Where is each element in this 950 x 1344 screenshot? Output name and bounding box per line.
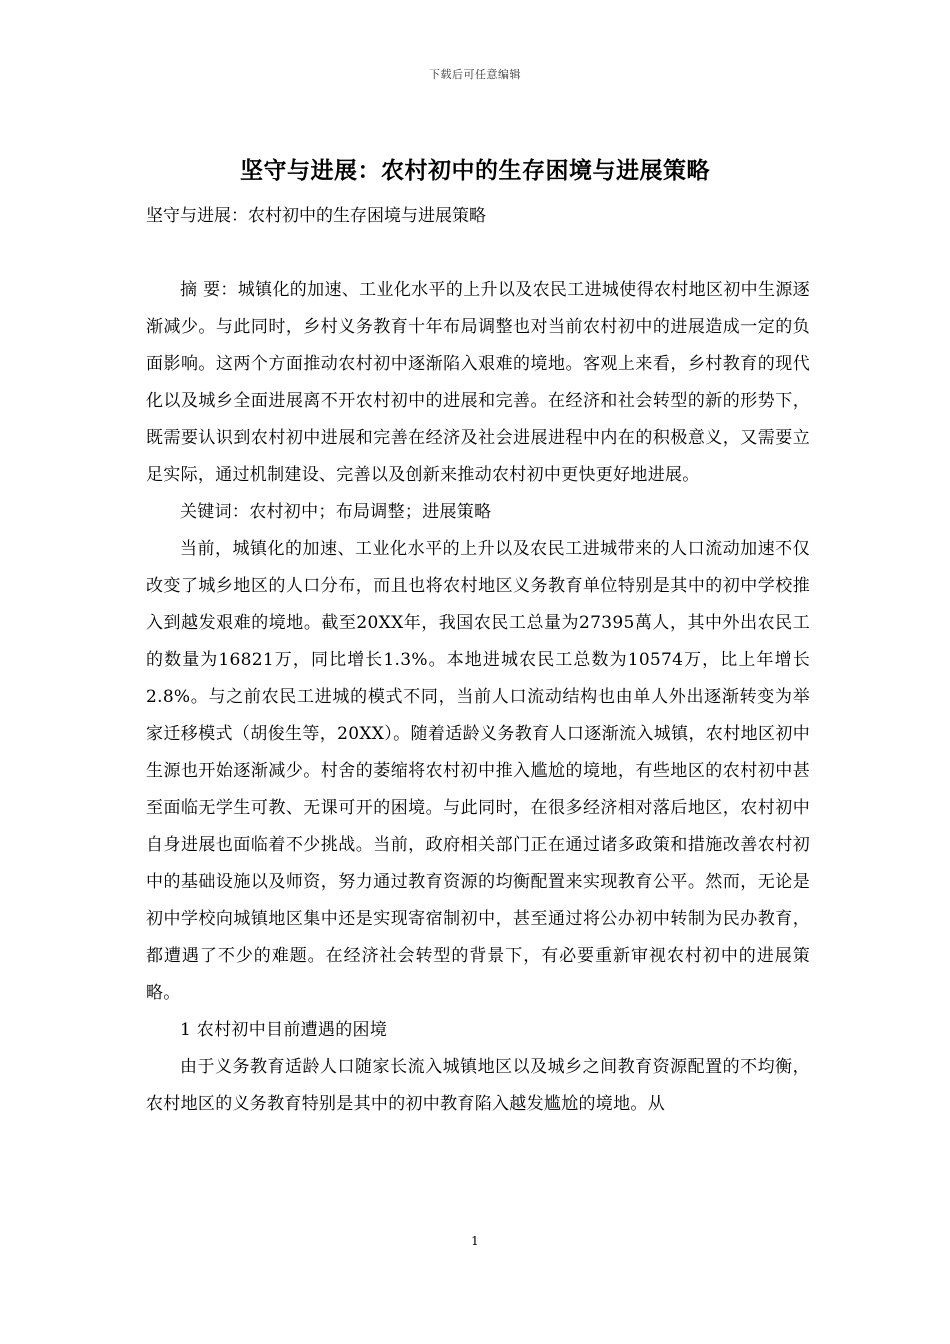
abstract-paragraph: 摘 要：城镇化的加速、工业化水平的上升以及农民工进城使得农村地区初中生源逐渐减少。与此同时，乡村义务教育十年布局调整也对当前农村初中的进展造成一定的负面影响。这两个方面推动农村初中逐渐陷入艰难的境地。客观上来看，乡村教育的现代化以及城乡全面进展离不开农村初中的进展和完善。在经济和社会转型的新的形势下，既需要认识到农村初中进展和完善在经济及社会进展进程中内在的积极意义，又需要立足实际，通过机制建设、完善以及创新来推动农村初中更快更好地进展。 — [146, 280, 810, 485]
header-note: 下载后可任意编辑 — [429, 68, 521, 81]
document-title: 坚守与进展：农村初中的生存困境与进展策略 — [240, 157, 710, 184]
keywords-paragraph: 关键词：农村初中；布局调整；进展策略 — [180, 502, 492, 522]
intro-paragraph: 当前，城镇化的加速、工业化水平的上升以及农民工进城带来的人口流动加速不仅改变了城乡地区的人口分布，而且也将农村地区义务教育单位特别是其中的初中学校推入到越发艰难的境地。截至20XX年，我国农民工总量为27395萬人，其中外出农民工的数量为16821万，同比增长1.3%。本地进城农民工总数为10574万，比上年增长2.8%。与之前农民工进城的模式不同，当前人口流动结构也由单人外出逐渐转变为举家迁移模式（胡俊生等，20XX）。随着适龄义务教育人口逐渐流入城镇，农村地区初中生源也开始逐渐减少。村舍的萎缩将农村初中推入尴尬的境地，有些地区的农村初中甚至面临无学生可教、无课可开的困境。与此同时，在很多经济相对落后地区，农村初中自身进展也面临着不少挑战。当前，政府相关部门正在通过诸多政策和措施改善农村初中的基础设施以及师资，努力通过教育资源的均衡配置来实现教育公平。然而，无论是初中学校向城镇地区集中还是实现寄宿制初中，甚至通过将公办初中转制为民办教育，都遭遇了不少的难题。在经济社会转型的背景下，有必要重新审视农村初中的进展策略。 — [146, 539, 810, 1003]
section-heading: 1 农村初中目前遭遇的困境 — [180, 1020, 388, 1040]
body-text — [146, 272, 810, 1123]
document-subtitle: 坚守与进展：农村初中的生存困境与进展策略 — [146, 206, 486, 226]
section-paragraph: 由于义务教育适龄人口随家长流入城镇地区以及城乡之间教育资源配置的不均衡，农村地区的义务教育特别是其中的初中教育陷入越发尴尬的境地。从 — [146, 1057, 810, 1114]
page-number: 1 — [471, 1234, 479, 1248]
